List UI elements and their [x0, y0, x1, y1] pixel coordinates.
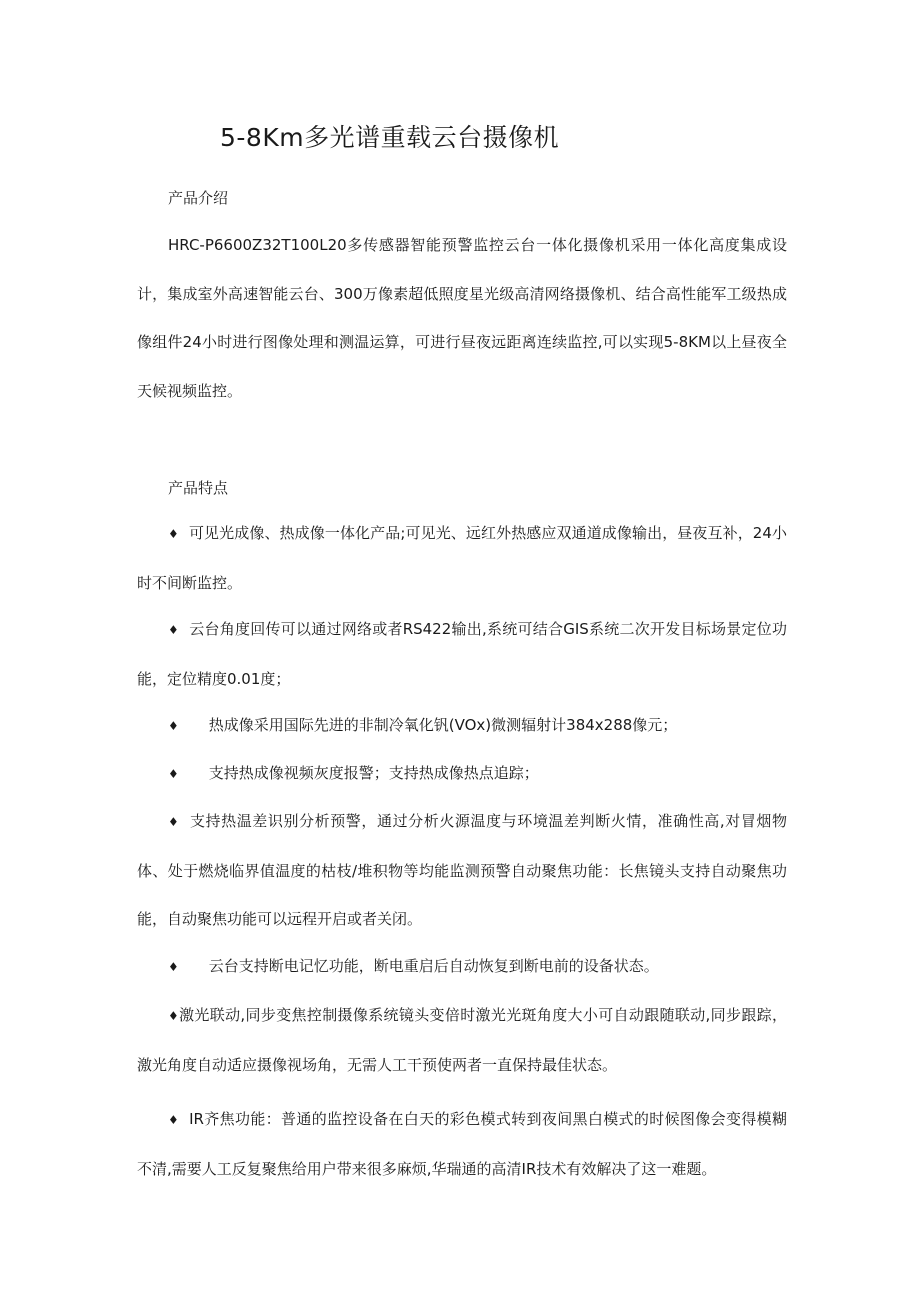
feature-item: [137, 1095, 787, 1193]
bullet-diamond-icon: ♦: [168, 1113, 180, 1127]
feature-item: [137, 701, 787, 751]
feature-text: 激光联动,同步变焦控制摄像系统镜头变倍时激光光斑角度大小可自动跟随联动,同步跟踪，激光角度自动适应摄像视场角，无需人工干预使两者一直保持最佳状态。: [137, 1006, 787, 1074]
feature-item: [137, 942, 787, 992]
feature-text: 热成像采用国际先进的非制冷氧化钒(VOx)微测辐射计384x288像元；: [208, 716, 678, 734]
feature-item: [137, 991, 787, 1089]
features-heading: 产品特点: [168, 479, 229, 497]
feature-item: [137, 509, 787, 607]
feature-text: 云台支持断电记忆功能，断电重启后自动恢复到断电前的设备状态。: [208, 957, 659, 975]
bullet-diamond-icon: ♦: [168, 1009, 180, 1023]
feature-item: [137, 749, 787, 799]
bullet-diamond-icon: ♦: [168, 767, 179, 781]
bullet-diamond-icon: ♦: [168, 623, 180, 637]
bullet-diamond-icon: ♦: [168, 960, 179, 974]
bullet-diamond-icon: ♦: [168, 719, 179, 733]
feature-text: 支持热成像视频灰度报警；支持热成像热点追踪；: [208, 764, 539, 782]
intro-paragraph: HRC-P6600Z32T100L20多传感器智能预警监控云台一体化摄像机采用一体化高度集成设计，集成室外高速智能云台、300万像素超低照度星光级高清网络摄像机、结合高性能军工级热成像组件24小时进行图像处理和测温运算，可进行昼夜远距离连续监控,可以实现5-8KM以上昼夜全天候视频监控。: [137, 236, 787, 400]
feature-text: IR齐焦功能：普通的监控设备在白天的彩色模式转到夜间黑白模式的时候图像会变得模糊不清,需要人工反复聚焦给用户带来很多麻烦,华瑞通的高清IR技术有效解决了这一难题。: [137, 1110, 787, 1178]
feature-item: [137, 605, 787, 703]
document-title: 5-8Km多光谱重载云台摄像机: [220, 123, 560, 152]
feature-text: 可见光成像、热成像一体化产品;可见光、远红外热感应双通道成像输出，昼夜互补，24小时不间断监控。: [137, 524, 787, 592]
bullet-diamond-icon: ♦: [168, 815, 180, 829]
intro-heading: 产品介绍: [168, 189, 229, 207]
feature-item: [137, 797, 787, 944]
feature-text: 云台角度回传可以通过网络或者RS422输出,系统可结合GIS系统二次开发目标场景定位功能，定位精度0.01度；: [137, 620, 787, 688]
feature-text: 支持热温差识别分析预警，通过分析火源温度与环境温差判断火情，准确性高,对冒烟物体、处于燃烧临界值温度的枯枝/堆积物等均能监测预警自动聚焦功能：长焦镜头支持自动聚焦功能，自动聚焦功能可以远程开启或者关闭。: [137, 812, 787, 928]
bullet-diamond-icon: ♦: [168, 527, 179, 541]
